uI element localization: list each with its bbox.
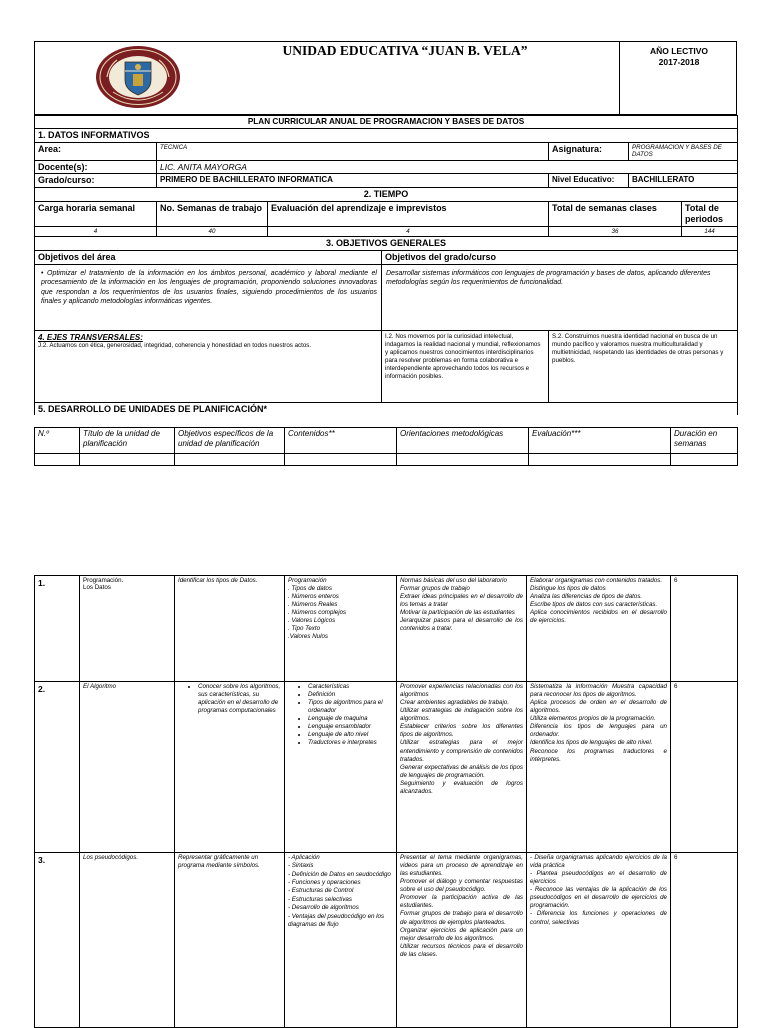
desarrollo-header-titulo: Título de la unidad de planificación	[80, 428, 175, 454]
objetivos-grado-header: Objetivos del grado/curso	[382, 250, 738, 264]
unit-row-2	[35, 682, 738, 853]
ejes-j2-cell	[35, 330, 382, 402]
ejes-s2-text: S.2. Construimos nuestra identidad nacional en busca de un mundo pacífico y valoramos nuestra multiculturalidad y multietnicidad, respetando las identidades de otras personas y pueblos.	[549, 330, 738, 402]
unit-row-3	[35, 853, 738, 1028]
unit-content-item: - Ventajas del pseudocódigo en los diagramas de flujo	[288, 912, 385, 928]
school-name: UNIDAD EDUCATIVA “JUAN B. VELA”	[282, 43, 528, 58]
desarrollo-header-orientaciones: Orientaciones metodológicas	[397, 428, 529, 454]
section-datos-title: 1. DATOS INFORMATIVOS	[35, 129, 738, 143]
docente-label: Docente(s):	[35, 160, 157, 174]
unit-num: 3.	[35, 853, 80, 1028]
plan-title-row	[35, 116, 738, 129]
unit-evaluation-item: Reconoce los programas traductores e intérpretes.	[530, 747, 667, 763]
unit-contents-list	[288, 683, 393, 748]
grado-label: Grado/curso:	[35, 174, 157, 188]
unit-content-item: . Valores Lógicos	[288, 617, 336, 625]
unit-method-item: Generar expectativas de análisis de los tipos de lenguajes de programación.	[400, 763, 523, 779]
unit-method-item: Extraer ideas principales en el desarrollo de los temas a tratar	[400, 593, 523, 609]
empty-cell	[529, 454, 671, 466]
unit-content-item: • Traductores e interpretes	[308, 739, 393, 747]
unit-evaluation-item: Utiliza elementos propios de la programación.	[530, 715, 656, 723]
unit-title	[80, 853, 175, 1028]
unit-content-item: • Lenguaje de maquina	[308, 715, 393, 723]
unit-content-item: - Estructuras selectivas	[288, 895, 352, 903]
unit-evaluation-item: Diferencia los tipos de lenguajes para un ordenador.	[530, 723, 667, 739]
unit-content-item: - Funciones y operaciones	[288, 879, 361, 887]
tiempo-value-total-semanas: 36	[549, 226, 682, 236]
unit-objective-line: Identificar los tipos de Datos.	[178, 577, 258, 584]
unit-num: 1.	[35, 576, 80, 682]
asignatura-label: Asignatura:	[549, 142, 629, 160]
objetivos-area-text-cell: • Optimizar el tratamiento de la información en los ámbitos personal, académico y laboral mediante el procesamiento de la información en los lenguajes de programación, proponiendo soluciones innovadoras que respondan a los requerimientos de los usuarios finales, siguiendo procedimientos de los usuarios finales y aplicando metodologías informáticas vigentes.	[35, 264, 382, 330]
unit-method-item: Crear ambientes agradables de trabajo.	[400, 699, 510, 707]
nivel-value: BACHILLERATO	[629, 174, 738, 188]
unit-content-item: . Tipo Texto	[288, 625, 321, 633]
unit-objective	[175, 853, 285, 1028]
unit-evaluation-item: Aplica procesos de orden en el desarrollo de algoritmos.	[530, 699, 667, 715]
plan-title: PLAN CURRICULAR ANUAL DE PROGRAMACION Y BASES DE DATOS	[35, 116, 738, 129]
tiempo-value-semanas: 40	[157, 226, 268, 236]
desarrollo-header-evaluacion: Evaluación***	[529, 428, 671, 454]
empty-cell	[285, 454, 397, 466]
unit-content-item: • Lenguaje ensamblador	[308, 723, 393, 731]
unit-method-item: Promover experiencias relacionadas con los algoritmos	[400, 683, 523, 699]
unit-method-item: Formar grupos de trabajo para el desarrollo de algoritmos de ejemplos planteados.	[400, 910, 523, 926]
unit-content-item: . Números complejos	[288, 609, 347, 617]
unit-content-item: • Lenguaje de alto nivel	[308, 731, 393, 739]
unit-method-item: Utilizar recursos técnicos para el desarrollo de las clases.	[400, 942, 523, 958]
desarrollo-header-num: N.º	[35, 428, 80, 454]
unit-evaluation-item: - Diseña organigramas aplicando ejercicios de la vida práctica	[530, 854, 667, 870]
empty-cell	[175, 454, 285, 466]
unit-objective	[175, 682, 285, 853]
unit-num: 2.	[35, 682, 80, 853]
unit-evaluation-item: Aplica conocimientos recibidos en el desarrollo de ejercicios.	[530, 609, 667, 625]
unit-methods	[397, 576, 527, 682]
unit-evaluation-item: - Reconoce las ventajas de la aplicación de los pseudocódigos en el desarrollo de ejercicios de programación.	[530, 886, 667, 910]
unit-evaluation-item: Distingue los tipos de datos	[530, 585, 606, 593]
ejes-j2-text: J.2. Actuamos con ética, generosidad, integridad, coherencia y honestidad en todos nuestros actos.	[38, 342, 312, 350]
section-desarrollo-title: 5. DESARROLLO DE UNIDADES DE PLANIFICACIÓN*	[35, 402, 738, 415]
desarrollo-header-objetivos: Objetivos específicos de la unidad de planificación	[175, 428, 285, 454]
empty-cell	[671, 454, 738, 466]
desarrollo-header-table	[34, 427, 738, 466]
unit-weeks: 6	[671, 576, 738, 682]
objetivos-area-header: Objetivos del área	[35, 250, 382, 264]
header-block	[34, 41, 737, 115]
unit-content-item: - Sintaxis	[288, 862, 314, 870]
unit-content-item: - Estructuras de Control	[288, 887, 354, 895]
unit-weeks: 6	[671, 853, 738, 1028]
units-table	[34, 575, 738, 1028]
school-year-label: AÑO LECTIVO	[649, 46, 709, 56]
tiempo-value-evaluacion: 4	[268, 226, 549, 236]
unit-method-item: Utilizar estrategias de indagación sobre los algoritmos.	[400, 707, 523, 723]
unit-evaluation-item: Elaborar organigramas con contenidos tratados.	[530, 577, 663, 584]
empty-cell	[397, 454, 529, 466]
area-value: TECNICA	[157, 142, 549, 160]
unit-evaluation-item: Sistematiza la información Muestra capacidad para reconocer los tipos de algoritmos.	[530, 683, 667, 699]
objetivos-area-text: Optimizar el tratamiento de la información en los ámbitos personal, académico y laboral mediante el procesamiento de la información en los lenguajes de programación, proponiendo soluciones innovadoras que respondan a los requerimientos de los usuarios finales, siguiendo procedimientos de los usuarios finales y aplicando metodologías informáticas vigentes.	[41, 269, 377, 305]
unit-title-line: Programación.	[83, 577, 124, 584]
unit-contents	[285, 853, 397, 1028]
unit-title-line: Los pseudocódigos.	[83, 854, 139, 861]
unit-evaluation-item: Identifica los tipos de lenguajes de alto nivel.	[530, 739, 653, 747]
section-objetivos-title: 3. OBJETIVOS GENERALES	[35, 237, 738, 251]
unit-method-item: Seguimiento y evaluación de logros alcanzados.	[400, 779, 523, 795]
unit-content-item: Programación	[288, 577, 327, 584]
tiempo-header-carga: Carga horaria semanal	[35, 202, 157, 227]
school-year-value: 2017-2018	[658, 57, 700, 67]
empty-cell	[80, 454, 175, 466]
docente-value: LIC. ANITA MAYORGA	[157, 160, 738, 174]
unit-content-item: - Definición de Datos en seudocódigo	[288, 870, 391, 878]
unit-objective-list	[178, 683, 281, 715]
asignatura-value: PROGRAMACION Y BASES DE DATOS	[629, 142, 738, 160]
tiempo-value-carga: 4	[35, 226, 157, 236]
unit-content-item: . Números enteros	[288, 593, 339, 601]
school-seal-logo	[95, 44, 181, 110]
unit-evaluation-item: Analiza las diferencias de tipos de datos.	[530, 593, 643, 601]
unit-title-line: Los Datos	[83, 584, 111, 592]
tiempo-header-semanas: No. Semanas de trabajo	[157, 202, 268, 227]
unit-content-item: . Números Reales	[288, 601, 338, 609]
unit-method-item: Organizar ejercicios de aplicación para un mejor desarrollo de los algoritmos.	[400, 926, 523, 942]
logo-rule	[95, 42, 179, 43]
ejes-i2-text: I.2. Nos movemos por la curiosidad intelectual, indagamos la realidad nacional y mundial, reflexionamos y aplicamos nuestros conocimientos interdisciplinarios para resolver problemas en forma colaborativa e interdependiente aprovechando todos los recursos e información posibles.	[382, 330, 549, 402]
unit-objective-line: Representar gráficamente un programa mediante símbolos.	[178, 854, 260, 870]
tiempo-header-evaluacion: Evaluación del aprendizaje e imprevistos	[268, 202, 549, 227]
unit-method-item: Normas básicas del uso del laboratorio	[400, 577, 507, 584]
unit-weeks: 6	[671, 682, 738, 853]
unit-content-item: - Desarrollo de algoritmos	[288, 904, 359, 912]
unit-contents	[285, 576, 397, 682]
unit-evaluation-item: - Plantea pseudocódigos en el desarrollo de ejercicios	[530, 870, 667, 886]
unit-objective	[175, 576, 285, 682]
objetivos-grado-text: Desarrollar sistemas informáticos con lenguajes de programación y bases de datos, aplicando diferentes metodologías según los requerimientos de funcionalidad.	[382, 264, 738, 330]
empty-cell	[35, 454, 80, 466]
tiempo-header-total-semanas: Total de semanas clases	[549, 202, 682, 227]
unit-method-item: Jerarquizar pasos para el desarrollo de los contenidos a tratar.	[400, 617, 523, 633]
unit-content-item: . Tipos de datos	[288, 585, 332, 593]
section-tiempo-title: 2. TIEMPO	[35, 188, 738, 202]
unit-method-item: Promover el diálogo y comentar respuestas sobre el uso del pseudocódigo.	[400, 878, 523, 894]
unit-evaluation	[527, 853, 671, 1028]
unit-content-item: • Características	[308, 683, 393, 691]
grado-value: PRIMERO DE BACHILLERATO INFORMATICA	[157, 174, 549, 188]
desarrollo-header-duracion: Duración en semanas	[671, 428, 738, 454]
unit-title	[80, 682, 175, 853]
unit-method-item: Motivar la participación de las estudiantes	[400, 609, 515, 617]
unit-method-item: Promover la participación activa de las estudiantes.	[400, 894, 523, 910]
nivel-label: Nivel Educativo:	[549, 174, 629, 188]
unit-content-item: • Definición	[308, 691, 393, 699]
tiempo-value-periodos: 144	[682, 226, 738, 236]
ejes-title: 4. EJES TRANSVERSALES:	[38, 332, 143, 342]
unit-title	[80, 576, 175, 682]
unit-method-item: Presentar el tema mediante organigramas, videos para un proceso de aprendizaje en las estudiantes.	[400, 854, 523, 878]
unit-content-item: • Tipos de algoritmos para el ordenador	[308, 699, 393, 715]
unit-methods	[397, 682, 527, 853]
unit-methods	[397, 853, 527, 1028]
tiempo-header-periodos: Total de periodos	[682, 202, 738, 227]
unit-method-item: Utilizar estrategias para el mejor entendimiento y comprensión de contenidos tratados.	[400, 739, 523, 763]
desarrollo-header-contenidos: Contenidos**	[285, 428, 397, 454]
unit-evaluation	[527, 682, 671, 853]
plan-table	[34, 115, 738, 415]
unit-objective-item: • Conocer sobre los algoritmos, sus características, su aplicación en el desarrollo de programas computacionales	[198, 683, 281, 715]
unit-evaluation-item: - Diferencia los funciones y operaciones de control, selectivas	[530, 910, 667, 926]
unit-content-item: .Valores Nulos	[288, 633, 329, 641]
unit-title-line: El Algoritmo	[83, 683, 117, 690]
unit-content-item: - Aplicación	[288, 854, 320, 861]
unit-method-item: Formar grupos de trabajo	[400, 585, 470, 593]
unit-method-item: Establecer criterios sobre los diferentes tipos de algoritmos.	[400, 723, 523, 739]
unit-evaluation	[527, 576, 671, 682]
unit-contents	[285, 682, 397, 853]
unit-row-1	[35, 576, 738, 682]
area-label: Area:	[35, 142, 157, 160]
unit-evaluation-item: Escribe tipos de datos con sus características.	[530, 601, 658, 609]
